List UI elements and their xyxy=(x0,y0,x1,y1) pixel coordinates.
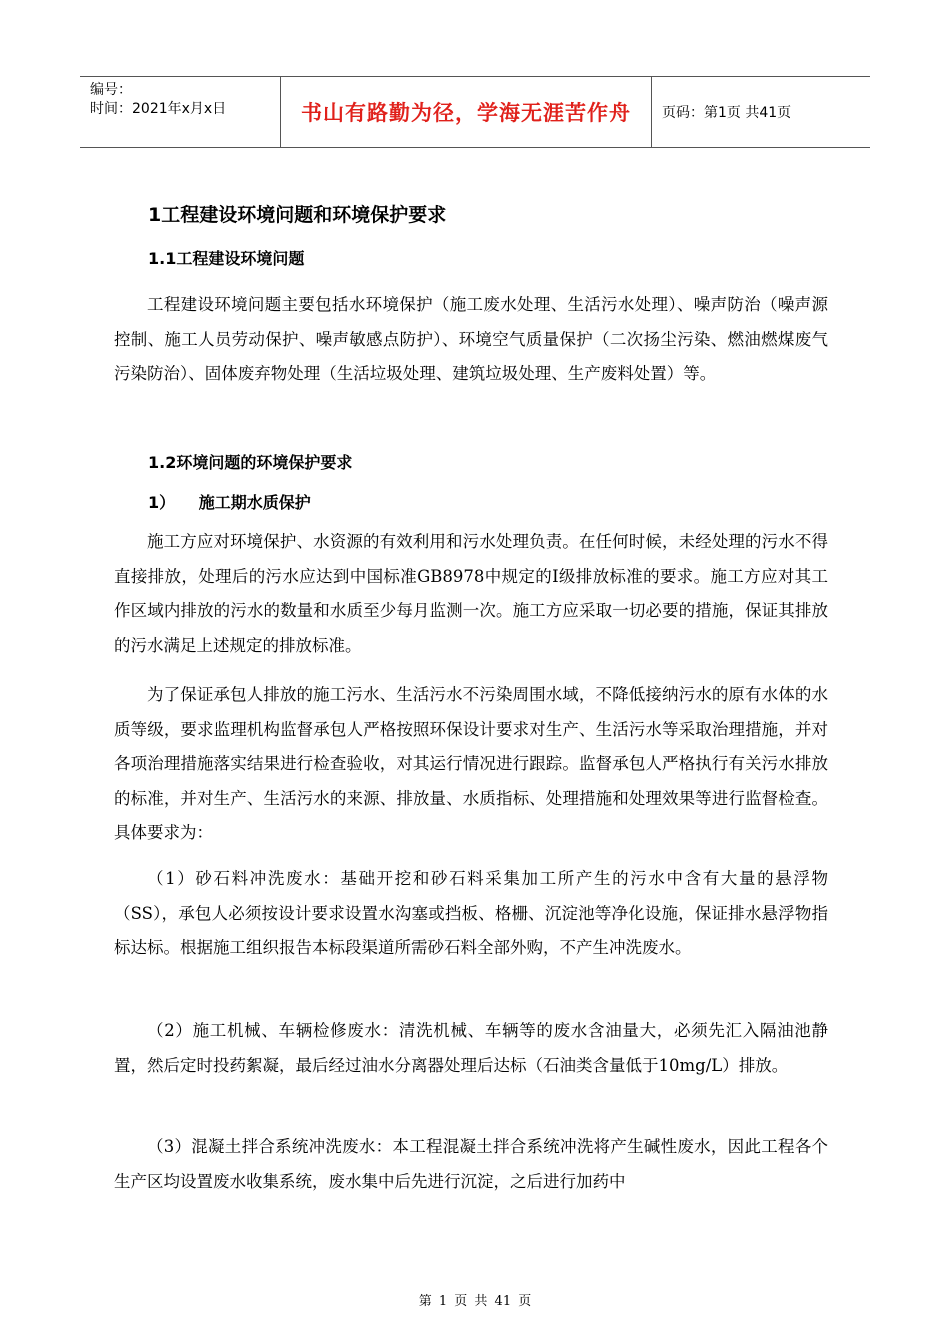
header-page-info: 页码：第1页 共41页 xyxy=(662,105,792,121)
paragraph-env-issues: 工程建设环境问题主要包括水环境保护（施工废水处理、生活污水处理）、噪声防治（噪声源控制、施工人员劳动保护、噪声敏感点防护）、环境空气质量保护（二次扬尘污染、燃油燃煤废气污染防治）、固体废弃物处理（生活垃圾处理、建筑垃圾处理、生产废料处置）等。 xyxy=(114,295,828,384)
paragraph-gravel-wastewater: （1）砂石料冲洗废水：基础开挖和砂石料采集加工所产生的污水中含有大量的悬浮物（SS），承包人必须按设计要求设置水沟塞或挡板、格栅、沉淀池等净化设施，保证排水悬浮物指标达标。根据施工组织报告本标段渠道所需砂石料全部外购，不产生冲洗废水。 xyxy=(114,869,828,958)
paragraph-supervision: 为了保证承包人排放的施工污水、生活污水不污染周围水域，不降低接纳污水的原有水体的水质等级，要求监理机构监督承包人严格按照环保设计要求对生产、生活污水等采取治理措施，并对各项治理措施落实结果进行检查验收，对其运行情况进行跟踪。监督承包人严格执行有关污水排放的标准，并对生产、生活污水的来源、排放量、水质指标、处理措施和处理效果等进行监督检查。具体要求为： xyxy=(114,685,828,843)
subsection-title-1-2: 1.2环境问题的环境保护要求 xyxy=(148,453,353,472)
section-title: 1工程建设环境问题和环境保护要求 xyxy=(148,204,447,226)
document-number-label: 编号： xyxy=(90,82,132,98)
page-header xyxy=(80,76,870,148)
document-time-label: 时间：2021年x月x日 xyxy=(90,101,227,117)
header-meta xyxy=(80,77,280,147)
paragraph-contractor-duty: 施工方应对环境保护、水资源的有效利用和污水处理负责。在任何时候，未经处理的污水不得直接排放，处理后的污水应达到中国标准GB8978中规定的Ⅰ级排放标准的要求。施工方应对其工作区域内排放的污水的数量和水质至少每月监测一次。施工方应采取一切必要的措施，保证其排放的污水满足上述规定的排放标准。 xyxy=(114,532,828,655)
page-footer: 第 1 页 共 41 页 xyxy=(418,1294,532,1309)
paragraph-machinery-wastewater: （2）施工机械、车辆检修废水：清洗机械、车辆等的废水含油量大，必须先汇入隔油池静置，然后定时投药絮凝，最后经过油水分离器处理后达标（石油类含量低于10mg/L）排放。 xyxy=(114,1021,828,1075)
subsection-title-1-1: 1.1工程建设环境问题 xyxy=(148,249,305,268)
header-motto: 书山有路勤为径，学海无涯苦作舟 xyxy=(280,77,652,147)
item-title-water-protection: 1） 施工期水质保护 xyxy=(148,493,311,512)
paragraph-concrete-wastewater: （3）混凝土拌合系统冲洗废水：本工程混凝土拌合系统冲洗将产生碱性废水，因此工程各个生产区均设置废水收集系统，废水集中后先进行沉淀，之后进行加药中 xyxy=(114,1137,828,1191)
